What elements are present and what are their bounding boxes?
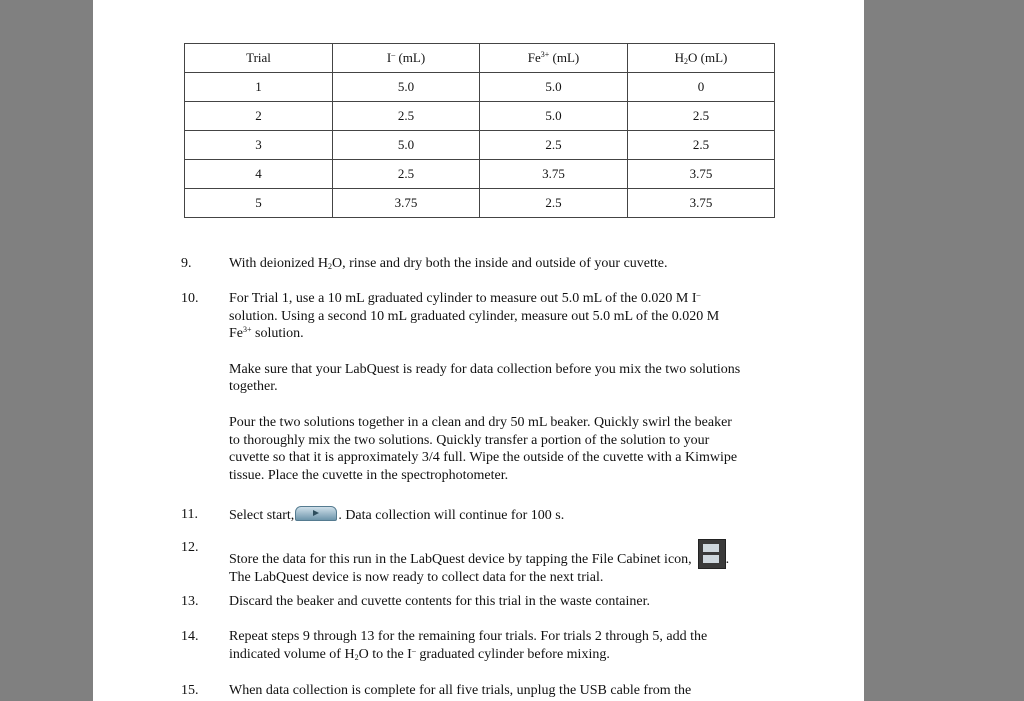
cell-iron: 3.75	[480, 160, 628, 189]
step-10-paragraph-2: Make sure that your LabQuest is ready for data collection before you mix the two solutions together.	[229, 361, 741, 395]
file-cabinet-icon	[698, 539, 726, 569]
cell-trial: 1	[185, 73, 333, 102]
step-10-paragraph-3: Pour the two solutions together in a clean and dry 50 mL beaker. Quickly swirl the beaker to thoroughly mix the two solutions. Quickly transfer a portion of the solution to your cuvette so that it is approximately 3/4 full. Wipe the outside of the cuvette with a Kimwipe tissue. Place the cuvette in the spectrophotometer.	[229, 414, 738, 483]
step-number: 10.	[181, 291, 199, 306]
table-row	[185, 73, 775, 102]
step-10	[181, 290, 741, 484]
table-row	[185, 160, 775, 189]
cell-water: 0	[628, 73, 775, 102]
cell-iodide: 5.0	[333, 73, 480, 102]
step-11	[181, 506, 741, 525]
cell-trial: 5	[185, 189, 333, 218]
cell-water: 2.5	[628, 102, 775, 131]
step-9	[181, 255, 741, 273]
step-number: 12.	[181, 540, 199, 555]
step-text: Repeat steps 9 through 13 for the remaining four trials. For trials 2 through 5, add the indicated volume of $H_2O$ to the I– graduated cylinder before mixing.	[229, 629, 708, 662]
cell-iron: 2.5	[480, 189, 628, 218]
step-text: Discard the beaker and cuvette contents for this trial in the waste container.	[229, 594, 651, 609]
step-number: 11.	[181, 507, 198, 522]
step-13	[181, 593, 741, 611]
table-row	[185, 189, 775, 218]
step-text: Select start, . Data collection will continue for 100 s.	[229, 508, 565, 523]
cell-iron: 5.0	[480, 102, 628, 131]
cell-iodide: 2.5	[333, 102, 480, 131]
cell-iodide: 5.0	[333, 131, 480, 160]
trial-volume-table	[184, 43, 775, 218]
step-number: 15.	[181, 683, 199, 698]
step-number: 13.	[181, 594, 199, 609]
cell-trial: 2	[185, 102, 333, 131]
table-row	[185, 102, 775, 131]
cell-water: 3.75	[628, 160, 775, 189]
cell-trial: 3	[185, 131, 333, 160]
step-10-paragraph-1: For Trial 1, use a 10 mL graduated cylinder to measure out 5.0 mL of the 0.020 M I– solution. Using a second 10 mL graduated cylinder, measure out 5.0 mL of the 0.020 M $Fe^{3+}$ solution.	[229, 290, 720, 342]
step-number: 14.	[181, 629, 199, 644]
step-15	[181, 682, 741, 700]
step-number: 9.	[181, 256, 192, 271]
start-button-icon	[295, 506, 337, 521]
table-header-row	[185, 44, 775, 73]
header-iodide: I– (mL)	[333, 44, 480, 73]
step-text: With deionized $H_2O$, rinse and dry both the inside and outside of your cuvette.	[229, 256, 668, 271]
header-water: $H_2O$ (mL)	[628, 44, 775, 73]
step-text: Store the data for this run in the LabQuest device by tapping the File Cabinet icon, . The LabQuest device is now ready to collect data for the next trial.	[229, 539, 741, 587]
step-14	[181, 628, 741, 663]
step-text: When data collection is complete for all five trials, unplug the USB cable from the	[229, 683, 692, 698]
cell-iodide: 3.75	[333, 189, 480, 218]
header-trial: Trial	[185, 44, 333, 73]
header-iron: $Fe^{3+}$ (mL)	[480, 44, 628, 73]
cell-iodide: 2.5	[333, 160, 480, 189]
cell-iron: 5.0	[480, 73, 628, 102]
step-12	[181, 539, 741, 587]
cell-trial: 4	[185, 160, 333, 189]
cell-water: 3.75	[628, 189, 775, 218]
cell-iron: 2.5	[480, 131, 628, 160]
document-page	[93, 0, 864, 701]
cell-water: 2.5	[628, 131, 775, 160]
step-text	[229, 290, 741, 484]
table-row	[185, 131, 775, 160]
